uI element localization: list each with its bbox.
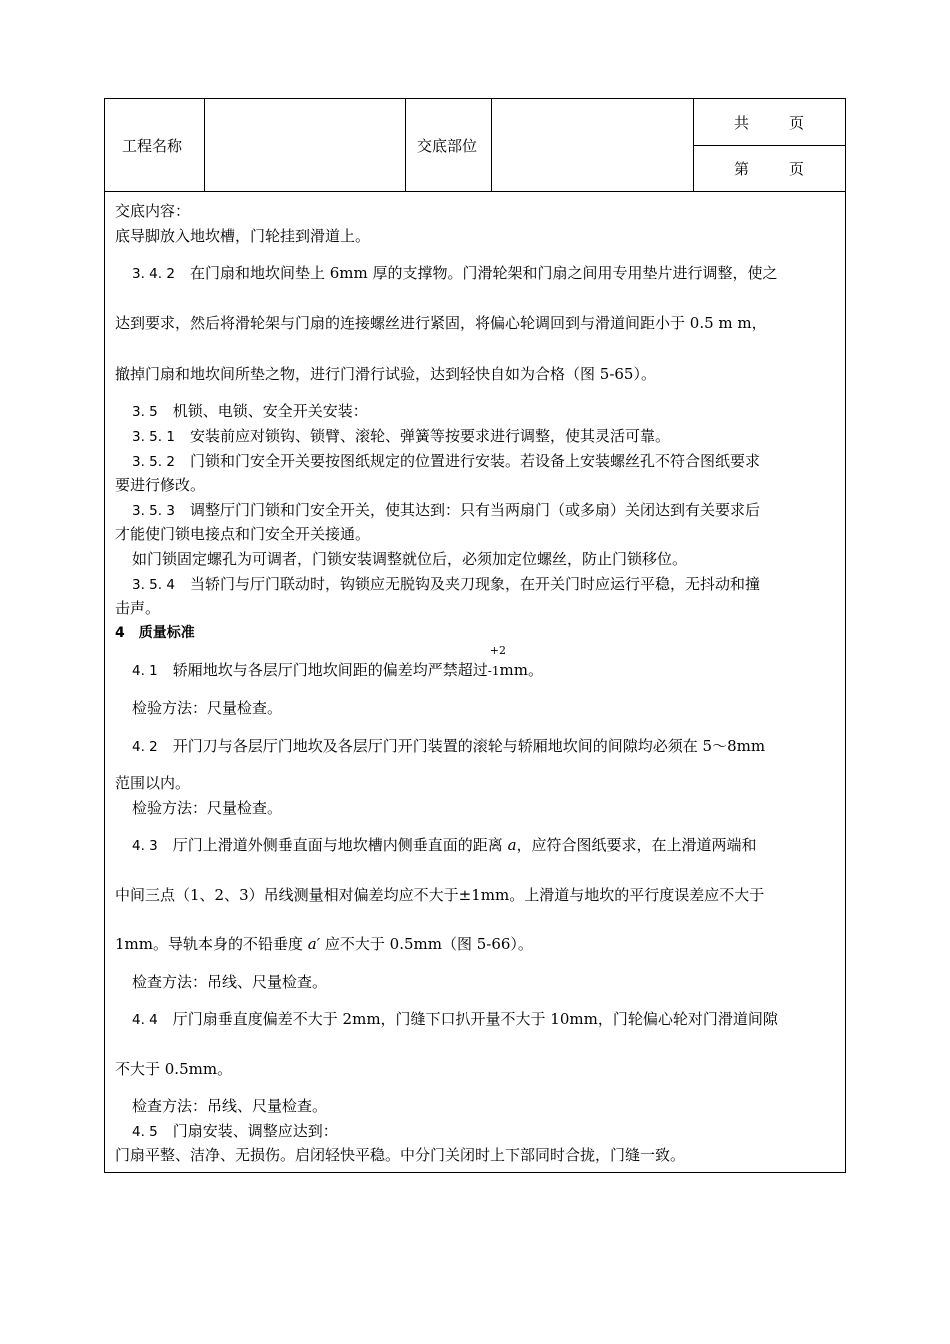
section-3-5-1 [115,426,837,447]
total-pages-cell [693,113,845,133]
section-text: 在门扇和地坎间垫上 6mm 厚的支撑物。门滑轮架和门扇之间用专用垫片进行调整，使之 [189,264,778,282]
header-divider-1 [204,99,205,191]
lock-paragraph: 如门锁固定螺孔为可调者，门锁安装调整就位后，必须加定位螺丝，防止门锁移位。 [132,550,688,568]
total-pages-prefix: 共 [733,114,749,132]
tolerance-lower: -1 [487,664,500,678]
section-number: 4. 5 [132,1124,158,1140]
section-4-3-line-2: 中间三点（1、2、3）吊线测量相对偏差均应不大于±1mm。上滑道与地坎的平行度误差应不大于 [115,886,765,904]
section-4-2-line-2: 范围以内。 [115,774,191,792]
section-3-4-2-line-1 [115,263,837,284]
content-title: 交底内容： [115,202,191,220]
page-cell-divider [693,145,845,146]
symbol-a: a [507,836,517,854]
section-number: 3. 5. 4 [132,577,175,593]
section-4-3-check: 检查方法：吊线、尺量检查。 [132,973,328,991]
section-4-4-line-1 [115,1009,837,1030]
section-4-4-check: 检查方法：吊线、尺量检查。 [132,1097,328,1115]
section-4-4-line-2: 不大于 0.5mm。 [115,1060,233,1078]
section-number: 3. 5. 3 [132,503,175,519]
section-text: 门扇安装、调整应达到： [172,1122,338,1140]
page-prefix: 第 [733,160,749,178]
tolerance-upper: +2 [489,644,507,657]
section-text: 当轿门与厅门联动时，钩锁应无脱钩及夹刀现象，在开关门时应运行平稳，无抖动和撞 [189,575,760,593]
section-4-5 [115,1121,837,1142]
section-text: 1mm。导轨本身的不铅垂度 [115,935,308,953]
section-3-4-2-line-3: 撤掉门扇和地坎间所垫之物，进行门滑行试验，达到轻快自如为合格（图 5-65）。 [115,365,656,383]
section-3-5-3-line-2: 才能使门锁电接点和门安全开关接通。 [115,525,371,543]
section-text: 机锁、电锁、安全开关安装： [172,402,368,420]
page-suffix: 页 [789,160,805,178]
section-number: 3. 5 [132,404,158,420]
project-name-label: 工程名称 [122,137,183,155]
section-text: 应不大于 0.5mm（图 5-66）。 [320,935,533,953]
disclosure-form [104,98,846,1173]
total-pages-suffix: 页 [789,114,805,132]
section-4-3-line-1 [115,835,837,856]
section-number: 3. 4. 2 [132,266,175,282]
section-4-2-check: 检验方法：尺量检查。 [132,799,283,817]
section-text: 开门刀与各层厅门地坎及各层厅门开门装置的滚轮与轿厢地坎间的间隙均必须在 5～8mm [172,737,766,755]
section-number: 3. 5. 2 [132,454,175,470]
section-text: 厅门扇垂直度偏差不大于 2mm，门缝下口扒开量不大于 10mm，门轮偏心轮对门滑道间隙 [172,1010,778,1028]
location-label: 交底部位 [417,137,478,155]
header-divider-2 [405,99,406,191]
section-text: 安装前应对锁钩、锁臂、滚轮、弹簧等按要求进行调整，使其灵活可靠。 [189,427,670,445]
section-number: 3. 5. 1 [132,429,175,445]
page-number-cell [693,159,845,179]
section-number: 4. 3 [132,838,158,854]
section-text: 轿厢地坎与各层厅门地坎间距的偏差均严禁超过 [172,661,488,679]
section-3-5-3-line-1 [115,500,837,521]
section-number: 4. 4 [132,1012,158,1028]
section-3-5 [115,401,837,422]
section-4-2-line-1 [115,736,837,757]
symbol-a-prime: a′ [307,935,321,953]
section-3-5-4-line-1 [115,574,837,595]
section-number: 4. 2 [132,739,158,755]
section-3-4-2-line-2: 达到要求，然后将滑轮架与门扇的连接螺丝进行紧固，将偏心轮调回到与滑道间距小于 0.5 m m， [115,314,767,332]
section-text: ，应符合图纸要求，在上滑道两端和 [516,836,757,854]
section-4-1-check: 检验方法：尺量检查。 [132,699,283,717]
section-3-5-2-line-2: 要进行修改。 [115,476,206,494]
section-text: 厅门上滑道外侧垂直面与地坎槽内侧垂直面的距离 [172,836,508,854]
header-bottom-line [105,191,845,192]
section-4-1 [115,644,837,681]
section-3-5-2-line-1 [115,451,837,472]
section-3-5-4-line-2: 击声。 [115,599,161,617]
tolerance [487,644,507,681]
paragraph: 底导脚放入地坎槽，门轮挂到滑道上。 [115,227,371,245]
section-text: 门锁和门安全开关要按图纸规定的位置进行安装。若设备上安装螺丝孔不符合图纸要求 [189,452,760,470]
header-divider-3 [491,99,492,191]
section-4-3-line-3 [115,934,837,954]
section-4-5-line-2: 门扇平整、洁净、无损伤。启闭轻快平稳。中分门关闭时上下部同时合拢，门缝一致。 [115,1146,686,1164]
tolerance-unit: mm。 [499,661,543,679]
section-number: 4. 1 [132,663,158,679]
heading-quality-standard: 4 质量标准 [115,625,195,641]
section-text: 调整厅门门锁和门安全开关，使其达到：只有当两扇门（或多扇）关闭达到有关要求后 [189,501,760,519]
